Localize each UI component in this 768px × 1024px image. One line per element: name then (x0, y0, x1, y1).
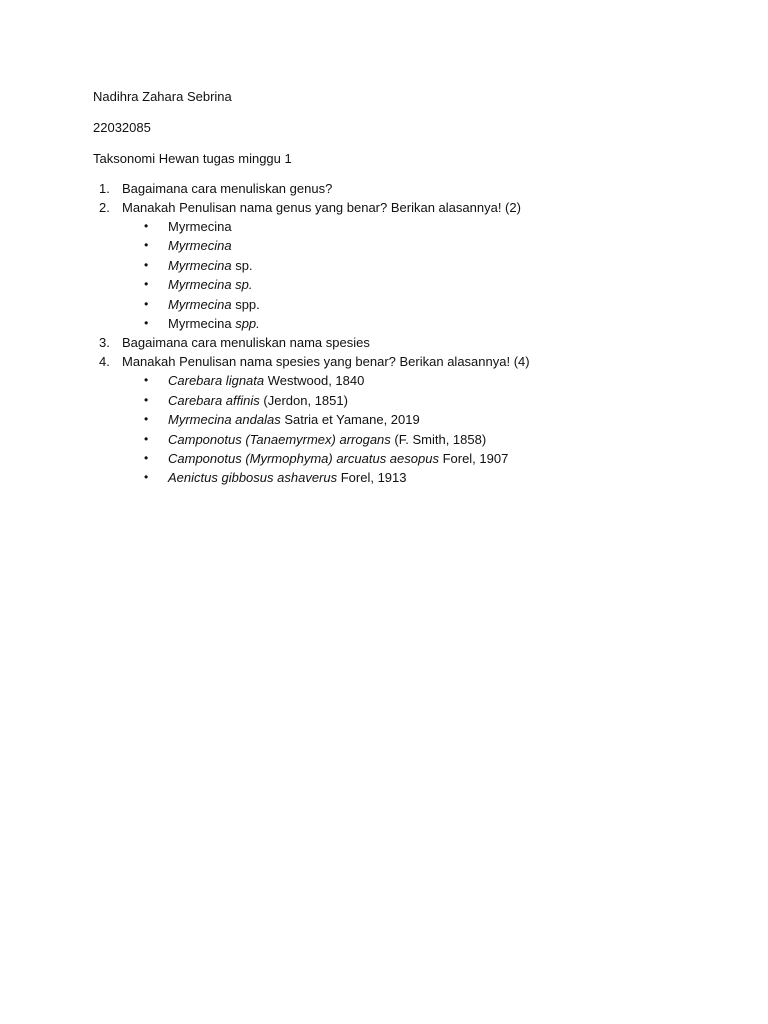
question-text: Bagaimana cara menuliskan genus? (122, 181, 333, 196)
option-text (168, 295, 260, 314)
species-authority: (F. Smith, 1858) (390, 431, 487, 447)
question-text: Manakah Penulisan nama genus yang benar? Berikan alasannya! (2) (122, 200, 521, 215)
question-item (93, 333, 713, 352)
list-item (93, 295, 713, 314)
question-number: 1. (99, 181, 110, 196)
option-text (168, 371, 364, 390)
option-text (168, 217, 232, 236)
option-name: Myrmecina (168, 219, 232, 234)
list-item (93, 236, 713, 255)
question-number: 4. (99, 354, 110, 370)
species-name: Carebara lignata (168, 373, 265, 389)
question-number: 3. (99, 335, 110, 351)
option-suffix: sp. (231, 257, 253, 273)
list-item (93, 217, 713, 236)
option-text (168, 275, 253, 294)
bullet-icon: • (144, 219, 149, 233)
list-item (93, 391, 713, 410)
bullet-icon: • (144, 257, 149, 272)
option-text (168, 449, 508, 468)
list-item (93, 449, 713, 468)
list-item (93, 371, 713, 390)
genus-options-list (93, 217, 713, 333)
option-text (168, 236, 232, 255)
species-authority: Satria et Yamane, 2019 (280, 412, 420, 428)
species-authority: Forel, 1913 (337, 470, 407, 486)
species-name: Myrmecina andalas (168, 412, 281, 428)
bullet-icon: • (144, 431, 149, 446)
species-authority: (Jerdon, 1851) (259, 392, 348, 408)
author-name: Nadihra Zahara Sebrina (93, 89, 232, 104)
bullet-icon: • (144, 277, 149, 292)
option-name: Myrmecina sp. (168, 277, 253, 293)
question-text: Bagaimana cara menuliskan nama spesies (122, 335, 370, 351)
list-item (93, 256, 713, 275)
bullet-icon: • (144, 373, 149, 388)
bullet-icon: • (144, 470, 149, 485)
option-name: Myrmecina (168, 315, 236, 331)
option-text (168, 430, 486, 449)
question-item (93, 198, 713, 217)
species-name: Carebara affinis (168, 392, 260, 408)
option-text (168, 410, 420, 429)
option-name: Myrmecina (168, 257, 232, 273)
option-suffix: spp. (231, 296, 260, 312)
list-item (93, 275, 713, 294)
question-list (93, 179, 713, 488)
option-name: Myrmecina (168, 238, 232, 254)
student-id: 22032085 (93, 120, 151, 135)
species-options-list (93, 371, 713, 487)
list-item (93, 410, 713, 429)
list-item (93, 314, 713, 333)
document-page (93, 87, 713, 488)
question-text: Manakah Penulisan nama spesies yang benar? Berikan alasannya! (4) (122, 354, 530, 370)
bullet-icon: • (144, 392, 149, 407)
bullet-icon: • (144, 238, 149, 253)
option-text (168, 314, 260, 333)
option-text (168, 391, 348, 410)
bullet-icon: • (144, 296, 149, 311)
question-number: 2. (99, 200, 110, 215)
species-name: Camponotus (Myrmophyma) arcuatus aesopus (168, 450, 439, 466)
species-authority: Forel, 1907 (438, 450, 509, 466)
list-item (93, 430, 713, 449)
bullet-icon: • (144, 315, 149, 330)
species-authority: Westwood, 1840 (264, 373, 365, 389)
species-name: Camponotus (Tanaemyrmex) arrogans (168, 431, 391, 447)
question-item (93, 352, 713, 371)
species-name: Aenictus gibbosus ashaverus (168, 470, 338, 486)
question-item (93, 179, 713, 198)
option-text (168, 468, 406, 487)
option-text (168, 256, 253, 275)
bullet-icon: • (144, 412, 149, 427)
option-suffix: spp. (235, 315, 260, 331)
assignment-title: Taksonomi Hewan tugas minggu 1 (93, 151, 292, 166)
option-name: Myrmecina (168, 296, 232, 312)
bullet-icon: • (144, 450, 149, 465)
list-item (93, 468, 713, 487)
